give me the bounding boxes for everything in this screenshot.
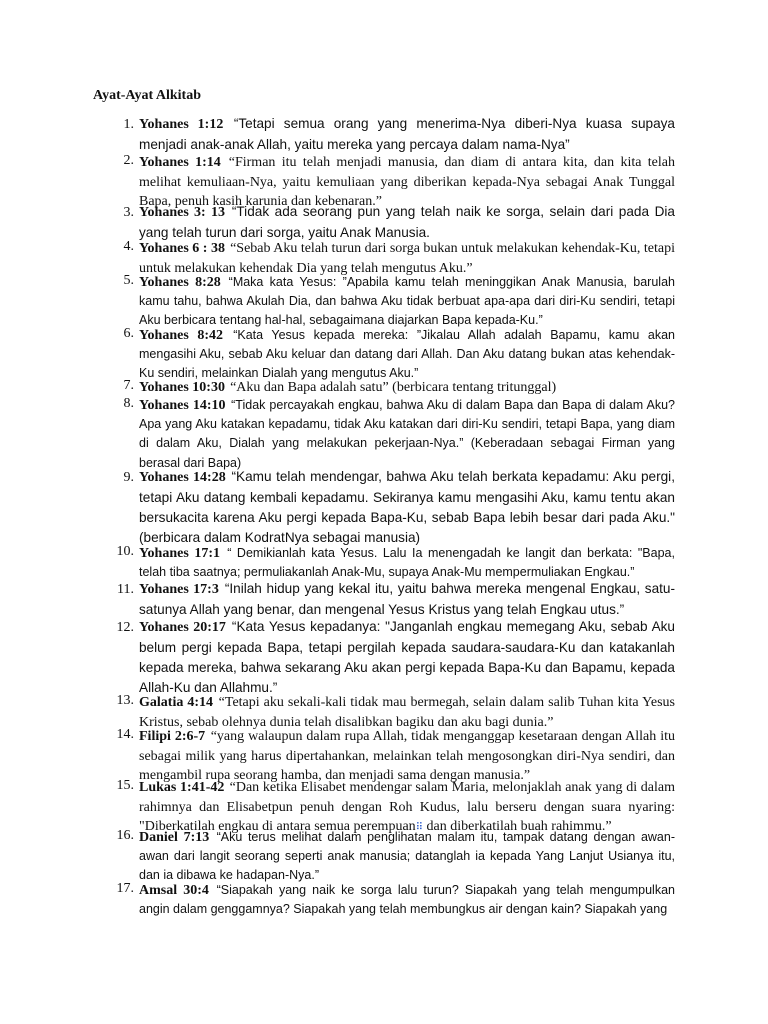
verse-body: “Tidak ada seorang pun yang telah naik ke sorga, selain dari pada Dia yang telah turun dari sorga, yaitu Anak Manusia. bbox=[139, 204, 675, 240]
list-number: 16. bbox=[116, 828, 134, 843]
verse-body: “Kata Yesus kepada mereka: ”Jikalau Allah adalah Bapamu, kamu akan mengasihi Aku, sebab Aku keluar dan datang dari Allah. Dan Aku datang bukan atas kehendak-Ku sendiri, melainkan Dialah yang mengutus Aku.” bbox=[139, 328, 675, 381]
list-number: 1. bbox=[123, 117, 134, 132]
verse-body: “ Demikianlah kata Yesus. Lalu Ia menengadah ke langit dan berkata: "Bapa, telah tiba saatnya; permuliakanlah Anak-Mu, supaya Anak-Mu mempermuliakan Engkau.” bbox=[139, 546, 675, 580]
verse-body: “Maka kata Yesus: ”Apabila kamu telah meninggikan Anak Manusia, barulah kamu tahu, bahwa Akulah Dia, dan bahwa Aku tidak berbuat apa-apa dari diri-Ku sendiri, tetapi Aku berbicara tentang hal-hal, sebagaimana diajarkan Bapa kepada-Ku.” bbox=[139, 275, 675, 328]
verse-body: “Kamu telah mendengar, bahwa Aku telah berkata kepadamu: Aku pergi, tetapi Aku datang kembali kepadamu. Sekiranya kamu mengasihi Aku, kamu tentu akan bersukacita karena Aku pergi kepada Bapa-Ku, sebab Bapa lebih besar dari pada Aku." (berbicara dalam KodratNya sebagai manusia) bbox=[139, 469, 675, 545]
verse-reference: Amsal 30:4 bbox=[139, 883, 209, 898]
verse-body: “Siapakah yang naik ke sorga lalu turun? Siapakah yang telah mengumpulkan angin dalam genggamnya? Siapakah yang telah membungkus air dengan kain? Siapakah yang bbox=[139, 883, 675, 917]
page-title: Ayat-Ayat Alkitab bbox=[93, 88, 201, 103]
verse-reference: Yohanes 8:42 bbox=[139, 328, 224, 343]
verse-text bbox=[139, 395, 675, 472]
list-number: 14. bbox=[116, 727, 134, 742]
verse-text bbox=[139, 726, 675, 785]
list-number: 4. bbox=[123, 239, 134, 254]
verse-text bbox=[139, 377, 675, 397]
verse-body: “Tidak percayakah engkau, bahwa Aku di dalam Bapa dan Bapa di dalam Aku? Apa yang Aku katakan kepadamu, tidak Aku katakan dari diri-Ku sendiri, tetapi Bapa, yang diam di dalam Aku, Dialah yang melakukan pekerjaan-Nya.” (Keberadaan sebagai Firman yang berasal dari Bapa) bbox=[139, 398, 675, 470]
verse-text bbox=[139, 466, 675, 547]
verse-body: “Dan ketika Elisabet mendengar salam Maria, melonjaklah anak yang di dalam rahimnya dan Elisabetpun penuh dengan Roh Kudus, lalu berseru dengan suara nyaring: "Diberkatilah engkau di antara semua perempuan bbox=[139, 780, 675, 834]
verse-text bbox=[139, 880, 675, 918]
verse-body: “Aku terus melihat dalam penglihatan malam itu, tampak datang dengan awan-awan dari langit seorang seperti anak manusia; datanglah ia kepada Yang Lanjut Usianya itu, dan ia dibawa ke hadapan-Nya.” bbox=[139, 830, 675, 883]
verse-text bbox=[139, 827, 675, 885]
verse-reference: Yohanes 14:28 bbox=[139, 470, 226, 485]
verse-body: “Sebab Aku telah turun dari sorga bukan untuk melakukan kehendak-Ku, tetapi untuk melakukan kehendak Dia yang telah mengutus Aku.” bbox=[139, 241, 675, 276]
verse-reference: Yohanes 6 : 38 bbox=[139, 241, 225, 256]
verse-text bbox=[139, 113, 675, 154]
verse-reference: Yohanes 1:14 bbox=[139, 155, 221, 170]
list-number: 3. bbox=[123, 205, 134, 220]
verse-text bbox=[139, 616, 675, 697]
verse-reference: Yohanes 8:28 bbox=[139, 275, 221, 290]
verse-reference: Yohanes 20:17 bbox=[139, 620, 226, 635]
verse-reference: Yohanes 10:30 bbox=[139, 380, 225, 395]
list-number: 7. bbox=[123, 378, 134, 393]
verse-reference: Galatia 4:14 bbox=[139, 695, 214, 710]
verse-body: “Inilah hidup yang kekal itu, yaitu bahwa mereka mengenal Engkau, satu-satunya Allah yang benar, dan mengenal Yesus Kristus yang telah Engkau utus.” bbox=[139, 581, 675, 617]
verse-body: “Aku dan Bapa adalah satu” (berbicara tentang tritunggal) bbox=[230, 380, 557, 395]
list-number: 13. bbox=[116, 693, 134, 708]
verse-reference: Yohanes 1:12 bbox=[139, 117, 224, 132]
verse-text bbox=[139, 578, 675, 619]
verse-text bbox=[139, 272, 675, 330]
verse-reference: Yohanes 17:3 bbox=[139, 582, 219, 597]
drag-handle-icon[interactable]: ⠿ bbox=[415, 822, 423, 833]
verse-text bbox=[139, 543, 675, 581]
verse-body: “Firman itu telah menjadi manusia, dan diam di antara kita, dan kita telah melihat kemuliaan-Nya, yaitu kemuliaan yang diberikan kepada-Nya sebagai Anak Tunggal Bapa, penuh kasih karunia dan kebenaran.” bbox=[139, 155, 675, 209]
list-number: 6. bbox=[123, 326, 134, 341]
verse-body-tail: dan diberkatilah buah rahimmu.” bbox=[423, 819, 612, 834]
list-number: 10. bbox=[116, 544, 134, 559]
verse-text bbox=[139, 325, 675, 383]
verse-reference: Filipi 2:6-7 bbox=[139, 729, 206, 744]
verse-reference: Yohanes 14:10 bbox=[139, 398, 226, 413]
list-number: 12. bbox=[116, 620, 134, 635]
list-number: 15. bbox=[116, 778, 134, 793]
verse-reference: Daniel 7:13 bbox=[139, 830, 210, 845]
list-number: 9. bbox=[123, 470, 134, 485]
verse-reference: Lukas 1:41-42 bbox=[139, 780, 225, 795]
verse-body: “yang walaupun dalam rupa Allah, tidak menganggap kesetaraan dengan Allah itu sebagai milik yang harus dipertahankan, melainkan telah mengosongkan diri-Nya sendiri, dan mengambil rupa seorang hamba, dan menjadi sama dengan manusia.” bbox=[139, 729, 675, 783]
list-number: 17. bbox=[116, 881, 134, 896]
list-number: 11. bbox=[117, 582, 134, 597]
list-number: 5. bbox=[123, 273, 134, 288]
list-number: 2. bbox=[123, 153, 134, 168]
verse-reference: Yohanes 3: 13 bbox=[139, 205, 225, 220]
list-number: 8. bbox=[123, 396, 134, 411]
verse-body: “Kata Yesus kepadanya: "Janganlah engkau memegang Aku, sebab Aku belum pergi kepada Bapa, tetapi pergilah kepada saudara-saudara-Ku dan katakanlah kepada mereka, bahwa sekarang Aku akan pergi kepada Bapa-Ku dan Bapamu, kepada Allah-Ku dan Allahmu.” bbox=[139, 619, 675, 695]
verse-body: “Tetapi semua orang yang menerima-Nya diberi-Nya kuasa supaya menjadi anak-anak Allah, yaitu mereka yang percaya dalam nama-Nya” bbox=[139, 116, 675, 152]
verse-text bbox=[139, 201, 675, 242]
verse-body: “Tetapi aku sekali-kali tidak mau bermegah, selain dalam salib Tuhan kita Yesus Kristus, sebab olehnya dunia telah disalibkan bagiku dan aku bagi dunia.” bbox=[139, 695, 675, 730]
verse-reference: Yohanes 17:1 bbox=[139, 546, 221, 561]
